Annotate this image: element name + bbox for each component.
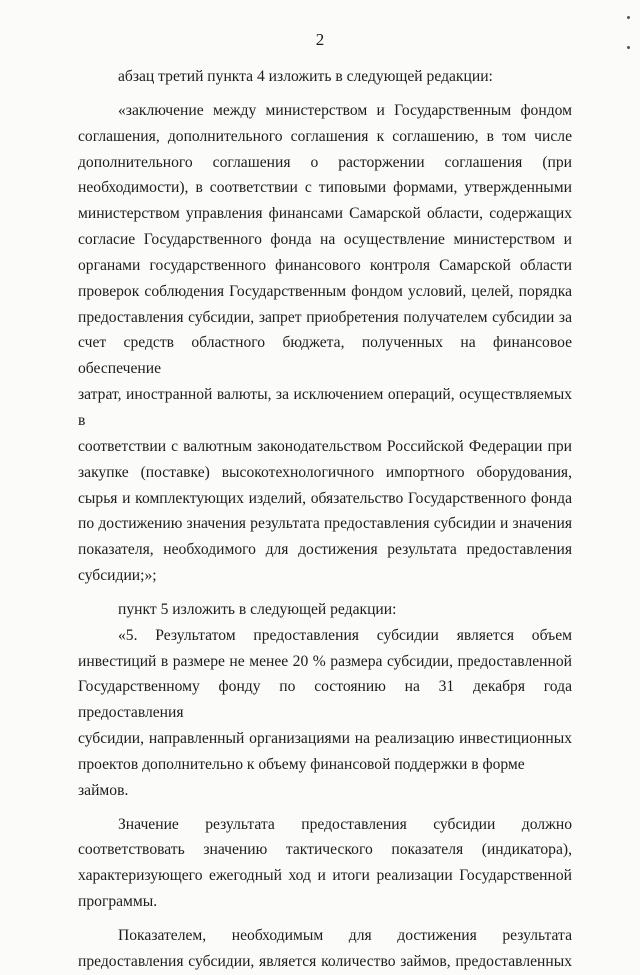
text-line: показателя, необходимого для достижения результата предоставления	[78, 541, 572, 559]
text-line: предоставления субсидии, запрет приобретения получателем субсидии за	[78, 308, 572, 326]
text-line: органами государственного финансового контроля Самарской области	[78, 256, 572, 274]
text-line: Показателем, необходимым для достижения результата	[118, 927, 572, 944]
text-line: необходимости), в соответствии с типовыми формами, утвержденными	[78, 179, 572, 197]
text-line: счет средств областного бюджета, полученных на финансовое обеспечение	[78, 334, 572, 378]
text-line: по достижению значения результата предоставления субсидии и значения	[78, 515, 572, 533]
text-line: предоставления субсидии, является количество займов, предоставленных	[78, 952, 572, 970]
text-line: согласие Государственного фонда на осуществление министерством и	[78, 231, 572, 249]
text-line: затрат, иностранной валюты, за исключением операций, осуществляемых в	[78, 386, 572, 429]
text-line: соответствовать значению тактического показателя (индикатора),	[78, 841, 572, 859]
text-line: характеризующего ежегодный ход и итоги реализации Государственной	[78, 867, 572, 885]
text-line: Значение результата предоставления субсидии должно	[118, 815, 572, 833]
text-line: дополнительного соглашения о расторжении соглашения (при	[78, 153, 572, 171]
text-line: министерством управления финансами Самарской области, содержащих	[78, 205, 572, 223]
text-line: сырья и комплектующих изделий, обязательство Государственного фонда	[78, 489, 572, 507]
text-line: закупке (поставке) высокотехнологичного импортного оборудования,	[78, 463, 572, 481]
text-line: субсидии;»;	[78, 567, 157, 585]
page-number: 2	[315, 30, 325, 49]
text-line: «5. Результатом предоставления субсидии является объем	[118, 626, 572, 644]
text-line: Государственному фонду по состоянию на 31 декабря года предоставления	[78, 678, 572, 722]
text-line: проверок соблюдения Государственным фондом условий, целей, порядка	[78, 282, 572, 300]
text-line: проектов дополнительно к объему финансовой поддержки в форме займов.	[78, 755, 525, 799]
text-line: соглашения, дополнительного соглашения к соглашению, в том числе	[78, 127, 572, 145]
document-body	[78, 64, 572, 975]
text-line: соответствии с валютным законодательством Российской Федерации при	[78, 437, 572, 455]
text-line: пункт 5 изложить в следующей редакции:	[118, 600, 397, 618]
text-line: программы.	[78, 893, 158, 911]
text-line: абзац третий пункта 4 изложить в следующей редакции:	[118, 68, 493, 85]
text-line: «заключение между министерством и Государственным фондом	[118, 101, 572, 119]
text-line: субсидии, направленный организациями на реализацию инвестиционных	[78, 730, 572, 748]
text-line: инвестиций в размере не менее 20 % размера субсидии, предоставленной	[78, 652, 572, 670]
